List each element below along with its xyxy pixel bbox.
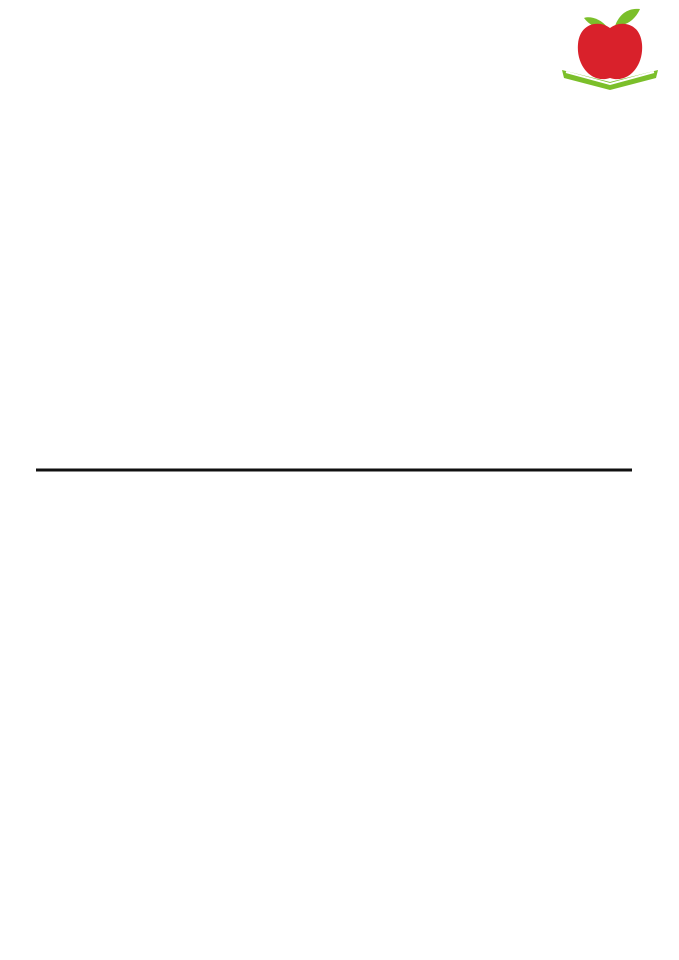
apple-icon [578, 24, 642, 79]
brand-logo [560, 4, 660, 94]
leaf-icon [615, 9, 640, 26]
